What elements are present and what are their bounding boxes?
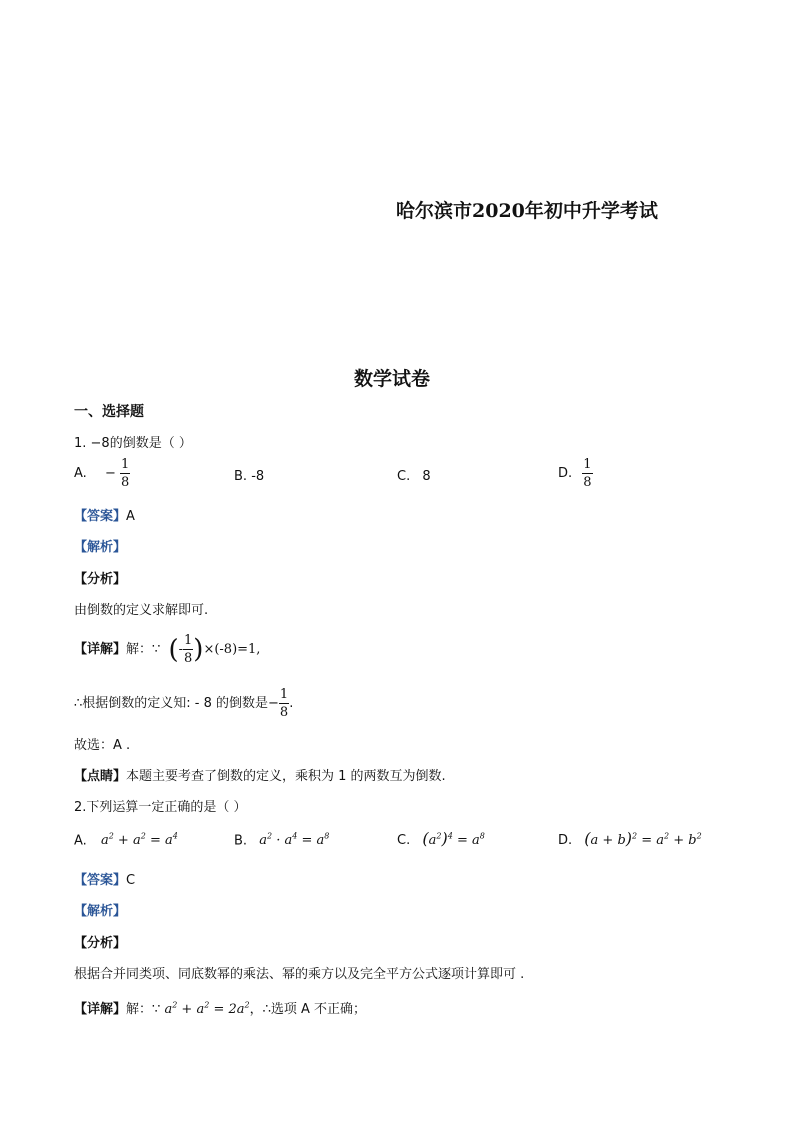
q2-answer: [74, 869, 135, 888]
detail-tag: 【详解】: [74, 1002, 127, 1017]
q1-option-d: [558, 458, 593, 489]
detail-fraction: [183, 634, 193, 665]
detail-rest: ×(-8)=1,: [203, 642, 261, 657]
q1-option-b-label: B.: [234, 469, 248, 484]
answer-value: C: [126, 873, 136, 888]
fraction-bar: [183, 649, 193, 650]
detail-tag: 【详解】: [74, 642, 127, 657]
fraction-denominator: 8: [583, 475, 592, 490]
q1-option-a-label: A.: [74, 466, 87, 481]
q2-fenxi-tag: 【分析】: [74, 936, 127, 951]
fraction-denominator: 8: [184, 651, 193, 666]
conclusion-fraction: [279, 688, 289, 719]
q1-stem: 1. −8的倒数是（ ）: [74, 436, 192, 451]
q1-conclusion: [74, 688, 293, 719]
q1-fenxi-tag: 【分析】: [74, 572, 127, 587]
comment-tag: 【点睛】: [74, 769, 127, 784]
q2-option-b-label: B.: [234, 833, 248, 849]
q2-option-c: C. $(a^2)^4 = a^8$: [397, 829, 485, 848]
detail-prefix: 解：∵: [126, 1002, 161, 1017]
exam-title: 哈尔滨市2020年初中升学考试: [396, 200, 658, 222]
q2-option-c-label: C.: [397, 833, 411, 848]
fraction-numerator: 1: [120, 457, 130, 472]
q2-analysis-tag: 【解析】: [74, 904, 127, 919]
q1-option-b: [234, 469, 264, 484]
fraction-denominator: 8: [120, 475, 130, 490]
q2-stem: 2.下列运算一定正确的是（ ）: [74, 800, 247, 815]
q2-detail: 【详解】解：∵ $a^2 + a^2 = 2a^2$，∴选项 A 不正确；: [74, 1000, 367, 1017]
detail-prefix: 解：∵: [126, 642, 161, 657]
conclusion-prefix: ∴根据倒数的定义知: - 8 的倒数是−: [74, 696, 279, 711]
answer-tag: 【答案】: [74, 873, 127, 888]
fraction-numerator: 1: [184, 633, 193, 648]
q1-option-d-fraction: [582, 458, 592, 489]
q1-comment: [74, 765, 446, 784]
fraction-bar: [582, 473, 592, 474]
subject-title: 数学试卷: [354, 368, 431, 390]
q2-fenxi-text: 根据合并同类项、同底数幂的乘法、幂的乘方以及完全平方公式逐项计算即可 .: [74, 967, 525, 982]
detail-inner-sign: -: [178, 642, 183, 657]
fraction-denominator: 8: [279, 705, 289, 720]
fraction-bar: [279, 703, 289, 704]
q2-option-d: D. $(a + b)^2 = a^2 + b^2$: [558, 829, 702, 848]
q1-detail: 【详解】解：∵ (- $\frac{1}{8}$ )×(-8)=1,: [74, 633, 261, 666]
q1-option-a: [74, 458, 130, 489]
q1-option-c: [397, 469, 431, 484]
q1-option-b-value: -8: [251, 469, 265, 484]
section-title: 一、选择题: [74, 404, 144, 420]
q1-answer: [74, 505, 135, 524]
q1-analysis-tag: 【解析】: [74, 540, 127, 555]
q2-option-b: B. $a^2 \cdot a^4 = a^8$: [234, 832, 330, 849]
q1-option-d-label: D.: [558, 466, 573, 481]
q1-option-a-fraction: [120, 458, 130, 489]
q1-option-c-value: 8: [422, 469, 431, 484]
answer-value: A: [126, 509, 135, 524]
q2-option-a: A. $a^2 + a^2 = a^4$: [74, 832, 178, 849]
comment-text: 本题主要考查了倒数的定义，乘积为 1 的两数互为倒数.: [126, 769, 446, 784]
fraction-numerator: 1: [279, 687, 289, 702]
q2-option-d-label: D.: [558, 833, 573, 848]
q2-option-a-label: A.: [74, 833, 87, 849]
answer-tag: 【答案】: [74, 509, 127, 524]
q1-option-c-label: C.: [397, 469, 411, 484]
detail-suffix: ，∴选项 A 不正确；: [249, 1002, 367, 1017]
conclusion-suffix: .: [289, 696, 294, 711]
q1-option-a-sign: −: [104, 466, 116, 481]
fraction-numerator: 1: [583, 457, 592, 472]
q1-fenxi-text: 由倒数的定义求解即可.: [74, 603, 209, 618]
q1-choose: 故选：A .: [74, 738, 131, 753]
fraction-bar: [120, 473, 130, 474]
